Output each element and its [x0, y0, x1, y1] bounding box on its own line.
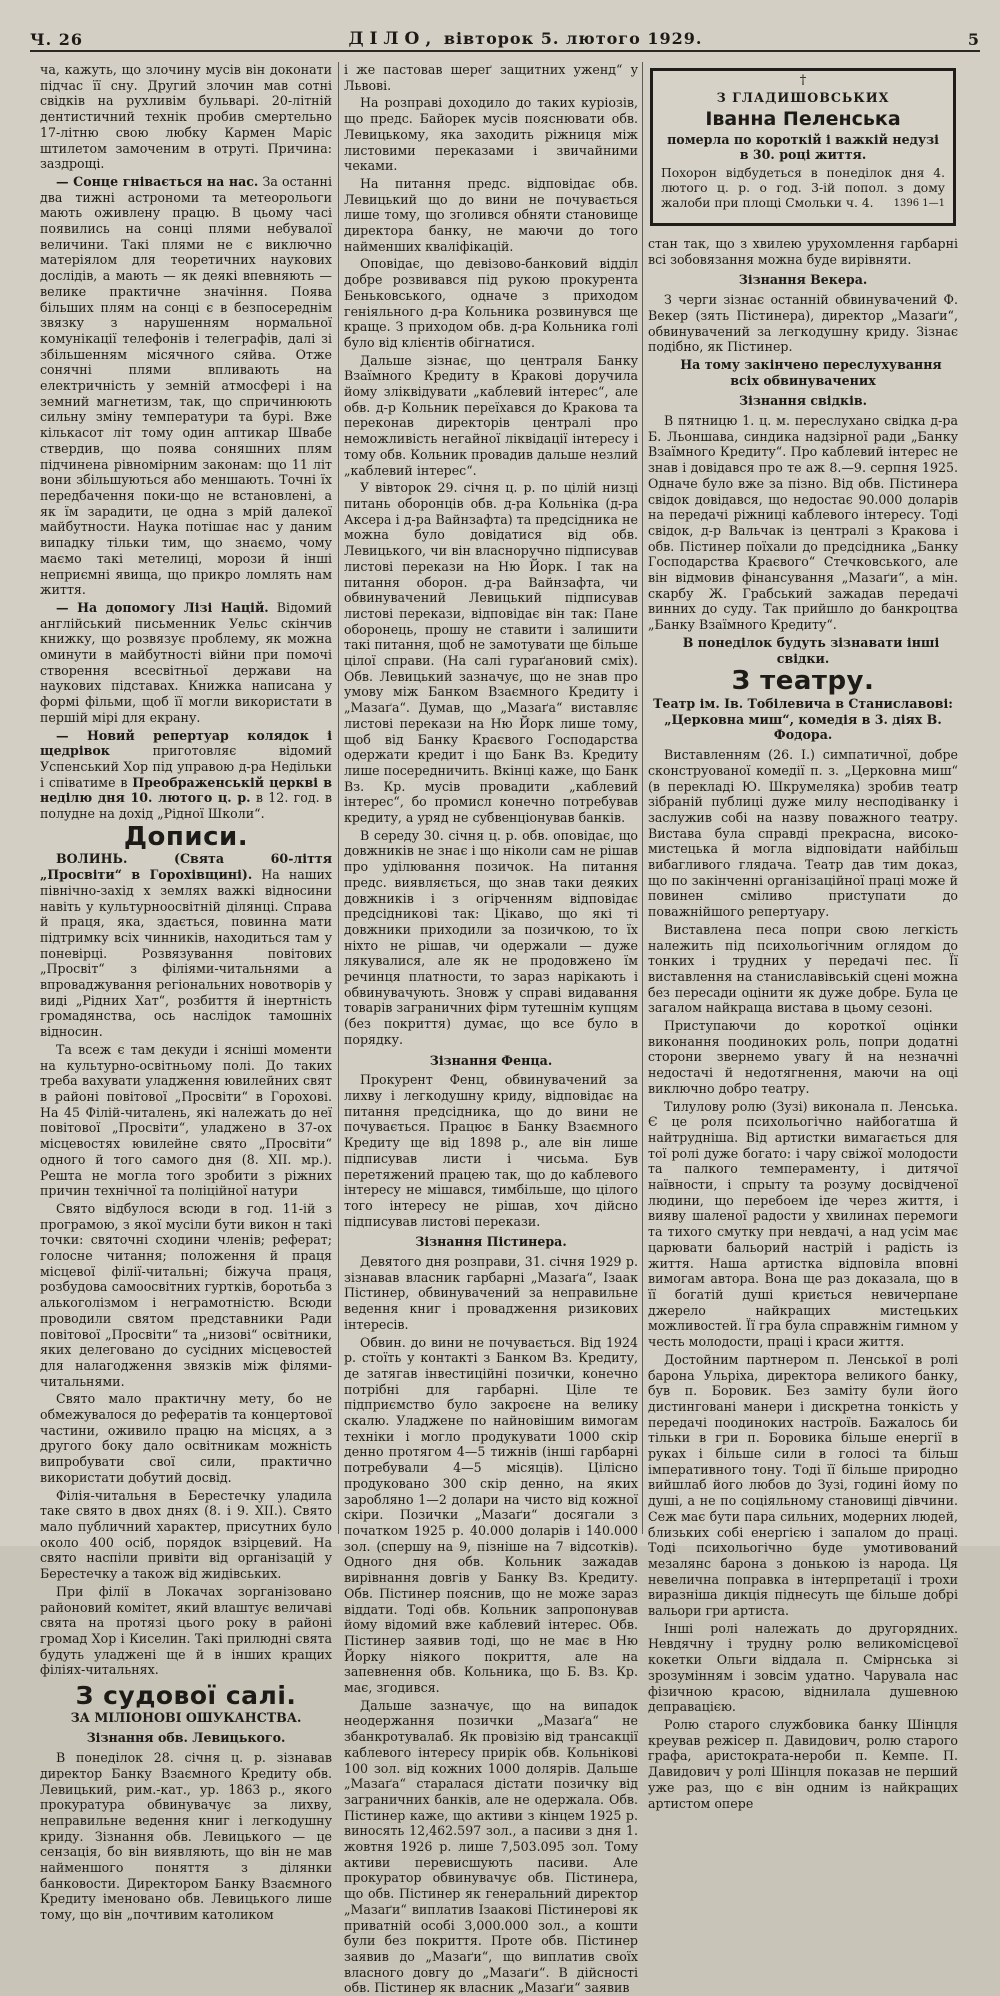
masthead	[30, 28, 980, 52]
section-heading-letters: Дописи.	[123, 821, 249, 852]
paragraph: Виставленням (26. І.) симпатичної, добре сконструованої комедії п. з. „Церковна миш“ (в перекладі Ю. Шкрумеляка) зробив театр зібраній публиці дуже милу несподіванку і заслужив собі на назву поважного театру. Вистава була справді прекрасна, високо-мистецька й могла відповідати найбільш вибагливого глядача. Театр дав тим доказ, що по закінченні організаційної праці може й повинен сміливо приступати до поважнійшого репертуару.	[648, 747, 958, 920]
column-right	[648, 236, 958, 1811]
article-title: — На допомогу Лізі Націй.	[56, 599, 269, 615]
testimony-heading: Зізнання обв. Левицького.	[86, 1730, 286, 1746]
paragraph: Інші ролі належать до другорядних. Невдячну і трудну ролю великомісцевої кокетки Ольги віддала п. Смірнська зі зрозумінням і зовсім удатно. Чарувала нас фізичною красою, віднилала душевною деправацією.	[648, 1620, 958, 1715]
column-rule	[642, 62, 643, 1534]
page-number: Ч. 26	[30, 29, 84, 49]
column-middle	[344, 62, 638, 1996]
paragraph: У вівторок 29. січня ц. р. по цілій низці питань оборонців обв. д-ра Кольніка (д-ра Аксера і д-ра Вайнзафта) та предсідника не можна було довідатися від обв. Левицького, чи він власноручно підписував листові перекази на Ню Йорк. І так на питання оборон. д-ра Вайнзафта, чи обвинувачений Левицький підписував листові перекази, відповідає він так: Пане оборонець, прошу не ставити і залишити такі питання, щоб не замотувати ще більше цілої справи. (На салі гураґановий сміх). Обв. Левицький зазначує, що не знав про умову між Банком Взаємного Кредиту і „Мазаґа“. Думав, що „Мазаґа“ виставляє листові перекази на Ню Йорк лише тому, щоб від Банку Краєвого Господарства одержати кредит і що Банк Вз. Кредиту лише посередничить. Вкінці каже, що Банк Вз. Кр. мусів провадити „каблевий інтерес“, бо промисл конечно потребував кредиту, а уряд не субвенціонував банків.	[344, 480, 638, 826]
obituary-name: Іванна Пеленська	[705, 107, 901, 130]
obituary-family: З ГЛАДИШОВСЬКИХ	[716, 90, 890, 105]
paragraph: Та всеж є там декуди і ясніші моменти на культурно-освітньому полі. До таких треба вахувати уладження ювилейних свят в районі повітової „Просвіти“ в Горохові. На 45 Філій-читалень, які належать до неї повітової „Просвіти“, уладжено в 37-ох місцевостях ювилейне свято „Просвіти“ одного й того самого дня (8. XII. мр.). Решта не могла того зробити з ріжних причин технічної та поліційної натури	[40, 1041, 332, 1199]
witnesses-heading: Зізнання свідків.	[738, 393, 868, 409]
paragraph: Дальше зізнає, що централя Банку Взаїмного Кредиту в Кракові доручила йому зліквідувати „каблевий інтерес“, але обв. д-р Кольник переїхався до Кракова та переконав директорів централі про неможливість негайної ліквідації інтересу і тому обв. Кольник провадив дальше незлий „каблевий інтерес“.	[344, 352, 638, 478]
paragraph: При філії в Локачах зорганізовано районовий комітет, який влаштує величаві свята на протязі цього року в районі громад Хор і Киселин. Такі прилюдні свята будуть уладжені ще й в інших кращих філіях-читальнях.	[40, 1583, 332, 1678]
article-title: — Новий репертуар колядок і щедрівок	[40, 727, 332, 759]
paragraph: Обвин. до вини не почувається. Від 1924 р. стоїть у контакті з Банком Вз. Кредиту, де затягав інвестиційні позички, конечно потрібні для гарбарні. Ціле те підприємство було закроєне на велику скалю. Уладжене по найновішим вимогам техніки і могло продукувати 1000 скір денно протягом 4—5 тижнів (інші гарбарні потребували 4—5 місяців). Цілісно продуковано 300 скір денно, на яких заробляно 1—2 долари на чисто від кожної скіри. Позички „Мазаґи“ досягали з початком 1925 р. 40.000 доларів і 140.000 зол. (спершу на 9, пізніше на 7 відсотків). Одного дня обв. Кольник зажадав вирівнання довгів у Банку Вз. Кредиту. Обв. Пістинер пояснив, що не може зараз віддати. Тоді обв. Кольник запропонував йому відомий вже каблевий інтерес. Обв. Пістинер заявив тоді, що не має в Ню Йорку ніякого покриття, але на запевнення обв. Кольника, що Б. Вз. Кр. має, згодився.	[344, 1334, 638, 1696]
article-text: приготовляє відомий Успенський Хор під управою д-ра Недільки і співатиме в	[40, 743, 332, 790]
article-sun	[40, 174, 332, 598]
article-text: На наших північно-захід х землях важкі відносини навіть у культурноосвітній ділянці. Справа й праця, яка, здається, повинна мати підтримку всіх чинників, находиться там у поневірці. Розвязування повітових „Просвіт“ з філіями-читальнями а впроваджування регіональних новотворів у виді „Рідних Хат“, розбиття й інертність громадянства, ось наслідок тамошніх відносин.	[40, 867, 332, 1040]
article-text: Відомий англійський письменник Уельс скінчив книжку, що розвязує проблему, як можна оминути в майбутності війни при помочі створення всесвітньої держави на наукових підставах. Книжка написана у формі фільми, щоб її могли використати в першій мірі для екрану.	[40, 599, 332, 725]
article-league	[40, 600, 332, 726]
paragraph: Філія-читальня в Берестечку уладила таке свято в двох днях (8. і 9. XII.). Свято мало публичний характер, присутних було около 400 осіб, порядок взірцевий. На свято наспіли привіти від організацій у Берестечку а також від жидівських.	[40, 1487, 332, 1582]
article-carols	[40, 728, 332, 822]
paragraph: Оповідає, що девізово-банковий відділ добре розвивався під рукою прокурента Беньковського, одначе з приходом геніяльного д-ра Кольника розвинувся ще краще. З приходом обв. д-ра Кольника голі було від клієнтів обігнатися.	[344, 256, 638, 350]
testimony-heading-pistiner: Зізнання Пістинера.	[415, 1234, 567, 1250]
cross-icon: †	[799, 73, 807, 88]
article-title: ВОЛИНЬ. (Свята 60-ліття „Просвіти“ в Горохівщині).	[40, 851, 332, 883]
paper-title-line	[348, 29, 702, 49]
paragraph: Свято мало практичну мету, бо не обмежувалося до рефератів та концертової частини, оживило працю на місцях, а з другого боку дало освітникам можність випробувати свої сили, практично використати добутий досвід.	[40, 1391, 332, 1485]
column-rule	[338, 62, 339, 1534]
paragraph: В середу 30. січня ц. р. обв. оповідає, що довжників не знає і що ніколи сам не рішав про уділювання позичок. На питання предс. виявляється, що знав таки деяких довжників і з огірченням відповідає предсідникові так: Цікаво, що які ті довжники приходили за позичкою, то їх ніхто не рішав, чи одержали — дуже лякувалися, але як не продовжено їм речинця платности, то зараз нарікають і обвинувачують. Зновж у справі видавання товарів заграничних фірм тутешнім купцям (без покриття) думає, що все було в порядку.	[344, 827, 638, 1047]
paragraph: і же пастовав шереґ защитних уженд“ у Львові.	[344, 62, 638, 93]
testimony-heading-fenc: Зізнання Фенца.	[429, 1052, 553, 1068]
closing-note: На тому закінчено переслухування всіх обвинувачених	[680, 356, 942, 388]
paragraph: В понеділок 28. січня ц. р. зізнавав директор Банку Взаємного Кредиту обв. Левицький, рим.-кат., ур. 1863 р., якого прокуратура обвинувачує за лихву, неправильне ведення книг і легкодушну криду. Зізнання обв. Левицького — це сензація, бо він виявляють, що він не мав найменшого поняття з ділянки банковости. Директором Банку Взаємного Кредиту іменовано обв. Левицького лише тому, що він „почтивим католиком	[40, 1750, 332, 1923]
paragraph: ча, кажуть, що злочину мусів він доконати підчас її сну. Другий злочин мав сотні свідків на рухливім бульварі. 20-літній дентистичний технік пробив смертельно 17-літню свою любку Кармен Маріс штилетом замоченим в отруті. Причина: заздрощі.	[40, 62, 332, 172]
funeral-text: Похорон відбудеться в понеділок дня 4. лютого ц. р. о год. 3-ій попол. з дому жалоби при площі Смольки ч. 4.	[661, 165, 945, 210]
monday-note: В понеділок будуть зізнавати інші свідки.	[682, 634, 940, 666]
paragraph: З черги зізнає останній обвинувачений Ф. Векер (зять Пістинера), директор „Мазаґи“, обвинувачений за легкодушну криду. Зізнає подібно, як Пістинер.	[648, 292, 958, 355]
paragraph: Свято відбулося всюди в год. 11-ій з програмою, з якої мусіли бути викон н такі точки: святочні сходини членів; реферат; голосне читання; положення й праця місцевої філії-читальні; біжуча праця, розбудова самоосвітних гуртків, боротьба з алькоголізмом і неграмотністю. Всюди проводили святом представники Ради повітової „Просвіти“ та „низові“ освітники, яких делеговано до сусідних місцевостей для налагодження звязків між філями-читальнями.	[40, 1200, 332, 1389]
paragraph: Тилулову ролю (Зузі) виконала п. Ленська. Є це роля психольогічно найбогатша й найтрудніша. Від артистки вимагається для тої ролі дуже богато: і чару свіжої молодости та палкого темпераменту, і дитячої наївности, і спрыту та розуму досвідченої людини, що перебоем іде через життя, і вияву шаленої радости у хвилинах перемоги та тихого смутку при невдачі, а над усім має царювати бальорий настрій і радість із життя. Наша артистка відповіла вповні вимогам автора. Вона ще раз доказала, що в її богатій душі криється невичерпане джерело найкращих мистецьких можливостей. Її гра була справжнім гимном у честь молодости, праці і краси життя.	[648, 1098, 958, 1350]
folio: 5	[967, 29, 980, 49]
paragraph: Ролю старого службовика банку Шінцля креував режісер п. Давидович, ролю старого графа, аристократа-нероби п. Кемпе. П. Давидович у ролі Шінцля показав не перший уже раз, що є він одним із найкращих артистом опере	[648, 1716, 958, 1811]
paragraph: В пятницю 1. ц. м. переслухано свідка д-ра Б. Льоншава, синдика надзірної ради „Банку Взаїмного Кредиту“. Про каблевий інтерес не знав і довідався про те аж 8.—9. серпня 1925. Одначе було вже за пізно. Від обв. Пістинера свідок довідався, що недостає 90.000 доларів на передачі ріжниці каблевого інтересу. Тоді свідок, д-р Вальчак із централі з Кракова і обв. Пістинер поїхали до предсідника „Банку Господарства Краєвого“ Стечковського, але він відмовив фінансування „Мазаґи“, а мін. скарбу Ж. Грабський зажадав передачі винних до суду. Так прийшло до банкроцтва „Банку Взаїмного Кредиту“.	[648, 413, 958, 633]
article-volyn	[40, 851, 332, 1039]
section-heading-court: З судової салі.	[75, 1681, 297, 1711]
paragraph: Виставлена песа попри свою легкість належить під психольогічним оглядом до тонких і трудних у передачі пес. Її виставлення на станиславівській сцені можна без пересади оцінити як дуже добре. Була це загалом найкраща вистава в цьому сезоні.	[648, 921, 958, 1016]
paragraph: Приступаючи до короткої оцінки виконання поодиноких роль, попри додатні сторони звернемо увагу й на незначні недостачі й недотягнення, маючи на оці виключно добро театру.	[648, 1018, 958, 1096]
theatre-subheading: Театр ім. Ів. Тобілевича в Станиславові: „Церковна миш“, комедія в 3. діях В. Фодора.	[653, 695, 953, 743]
article-title: — Сонце гнівається на нас.	[56, 173, 259, 189]
paper-name: ДІЛО,	[348, 29, 438, 49]
paragraph: На питання предс. відповідає обв. Левицький що до вини не почувається лише тому, що зголився обняти становище директора банку, не маючи до того найменших кваліфікацій.	[344, 175, 638, 254]
paragraph: Дальше зазначує, що на випадок неодержання позички „Мазаґа“ не збанкротувалаб. Як провізію від трансакції каблевого інтересу прирік обв. Кольнікові 100 зол. від кожних 1000 долярів. Дальше „Мазаґа“ старалася дістати позичку від заграничних банків, але не одержала. Обв. Пістинер каже, що активи з кінцем 1925 р. виносять 12,462.597 зол., а пасиви з дня 1. жовтня 1926 р. лише 7,503.095 зол. Тому активи перевисшують пасиви. Але прокуратор обвинувачує обв. Пістинера, що обв. Пістинер як генеральний директор „Мазаґи“ виплатив Ізаакові Пістинерові як приватній особі 3,000.000 зол., а кошти були без покриття. Проте обв. Пістинер заявив до „Мазаґи“, що виплатив своїх власного довгу до „Мазаґи“. В дійсності обв. Пістинер як власник „Мазаґи“ заявив	[344, 1697, 638, 1996]
paragraph: стан так, що з хвилею урухомлення гарбарні всі зобовязання можна буде вирівняти.	[648, 236, 958, 267]
section-heading-theatre: З театру.	[731, 666, 875, 697]
paragraph: На розправі доходило до таких куріозів, що предс. Байорек мусів пояснювати обв. Левицькому, яка заходить ріжниця між листовими переказами і звичайними чеками.	[344, 95, 638, 174]
church-name: Преображенській церкві в неділю дня 10. лютого ц. р.	[40, 774, 332, 806]
court-subheading: ЗА МІЛІОНОВІ ОШУКАНСТВА.	[70, 1709, 302, 1725]
issue-date: вівторок 5. лютого 1929.	[443, 29, 703, 48]
paragraph: Достойним партнером п. Ленської в ролі барона Ульріха, директора великого банку, був п. Боровик. Без заміту були його дистинговані манери і дискретна тонкість у передачі поодиноких настроїв. Бажалось би тільки в гри п. Боровика більше енергії в руках і більше сили в голосі та більш імперативного тону. Тоді її більше природно вийшлаб його любов до Зузі, годині йому по душі, а не по соціяльному становищі дівчини. Сеж має бути пара сильних, модерних людей, близьких собі енергією і запалом до праці. Тоді психольогічно буде умотивований мезалянс барона з донькою із народа. Ця невелична поправка в інтерпретації і трохи виразніша дикція піднесуть ще більше добрі вальори гри артиста.	[648, 1351, 958, 1619]
ad-code: 1396 1—1	[893, 197, 945, 209]
column-left	[40, 62, 332, 1923]
obituary-death: померла по короткій і важкій недузі в 30. році життя.	[667, 131, 939, 162]
paragraph: Прокурент Фенц, обвинувачений за лихву і легкодушну криду, відповідає на питання предсідника, що до вини не почувається. Працює в Банку Взаємного Кредиту ще від 1898 р., але він лише підписував листи і чисьма. Був перетяжений працею так, що до каблевого інтересу не мішався, тимбільше, що цілого того інтересу не рішав, хоч дійсно підписував листові перекази.	[344, 1072, 638, 1229]
obituary-funeral	[661, 166, 945, 211]
article-text: За останні два тижні астрономи та метеорольоги мають оживлену працю. В цьому часі появились на сонці плями небувалої величини. Такі плями не є виключно матеріялом для теоретичних наукових дослідів, а мають — як деякі впевняють — велике практичне значіння. Поява більших плям на сонці є в безпосереднім звязку з нарушенням нормальної комунікації телефонів і телеграфів, далі зі збільшенням місячного сяйва. Отже сонячні плями впливають на електричність у земній атмосфері і на земний магнетизм, так, що спричинюють сильну зміну температури та бурі. Вже кількасот літ тому один аптикар Швабе ствердив, що поява соняшних плям підчинена рівномірним законам: що 11 літ вони збільшуються або меншають. Точні їх передбачення поки-що не встановлені, а як їм зарадити, це одна з мрій далекої майбутности. Наука потішає нас у даним випадку тільки тим, що знаємо, чому маємо такі метелиці, морози й інші неприємні явища, що прикро ломлять нам життя.	[40, 173, 332, 598]
testimony-heading-veker: Зізнання Векера.	[738, 272, 868, 288]
obituary-notice	[650, 68, 956, 226]
article-text: в 12. год. в полудне на дохід „Рідної Школи“.	[40, 790, 332, 822]
paragraph: Девятого дня розправи, 31. січня 1929 р. зізнавав власник гарбарні „Мазаґа“, Ізаак Пістинер, обвинувачений за неправильне ведення книг і провадження ризикових інтересів.	[344, 1254, 638, 1332]
